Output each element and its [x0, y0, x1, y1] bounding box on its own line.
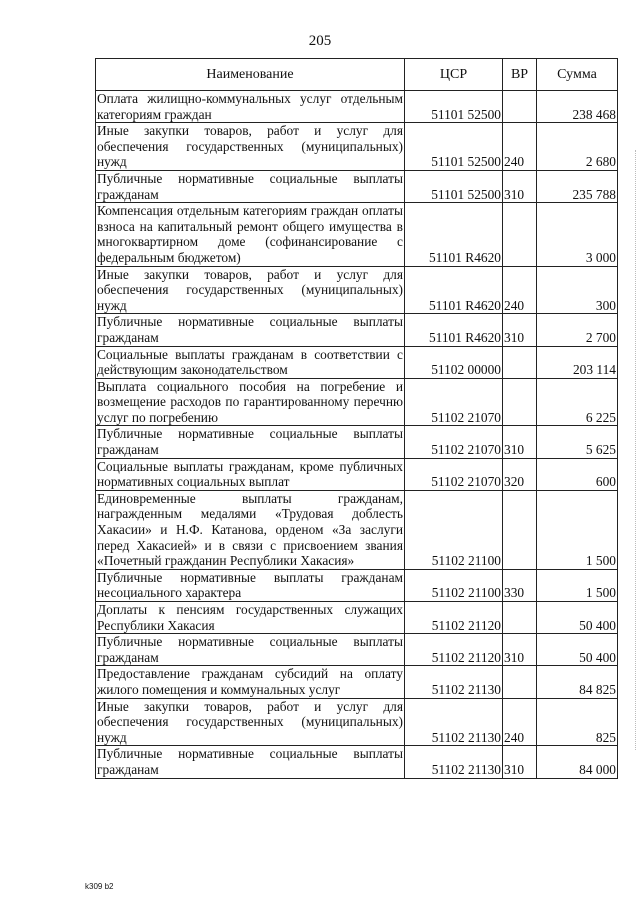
page-number: 205: [308, 33, 332, 49]
row-vr: [503, 346, 537, 378]
row-csr: 51102 21130: [405, 698, 503, 746]
row-name: Публичные нормативные выплаты гражданам несоциального характера: [97, 569, 403, 601]
row-sum: 1 500: [537, 490, 618, 569]
table-row: [96, 170, 618, 202]
row-vr: [503, 91, 537, 123]
row-sum: 203 114: [537, 346, 618, 378]
row-name: Социальные выплаты гражданам, кроме публичных нормативных социальных выплат: [97, 458, 403, 490]
row-csr: 51102 00000: [405, 346, 503, 378]
row-vr: 240: [503, 698, 537, 746]
row-name: Публичные нормативные социальные выплаты гражданам: [97, 634, 403, 665]
header-sum: Сумма: [537, 59, 618, 91]
row-csr: 51102 21070: [405, 458, 503, 490]
row-sum: 1 500: [537, 569, 618, 601]
row-name: Оплата жилищно-коммунальных услуг отдельным категориям граждан: [97, 91, 403, 122]
row-sum: 84 000: [537, 746, 618, 778]
row-name: Иные закупки товаров, работ и услуг для обеспечения государственных (муниципальных) нужд: [97, 698, 403, 745]
document-code: k309 b2: [85, 882, 114, 891]
row-csr: 51102 21100: [405, 569, 503, 601]
row-name: Иные закупки товаров, работ и услуг для обеспечения государственных (муниципальных) нужд: [97, 123, 403, 170]
row-vr: [503, 666, 537, 698]
row-vr: 310: [503, 746, 537, 778]
row-csr: 51101 52500: [405, 170, 503, 202]
table-row: [96, 569, 618, 601]
row-csr: 51101 52500: [405, 91, 503, 123]
row-vr: 240: [503, 266, 537, 314]
row-sum: 2 680: [537, 123, 618, 171]
table-header-row: [96, 59, 618, 91]
table-row: [96, 490, 618, 569]
table-row: [96, 123, 618, 171]
row-csr: 51102 21120: [405, 602, 503, 634]
row-sum: 2 700: [537, 314, 618, 346]
row-sum: 3 000: [537, 203, 618, 266]
row-sum: 84 825: [537, 666, 618, 698]
row-csr: 51101 52500: [405, 123, 503, 171]
row-name: Публичные нормативные социальные выплаты гражданам: [97, 314, 403, 345]
scan-margin-mark: [634, 150, 636, 750]
row-vr: [503, 602, 537, 634]
table-body: [96, 91, 618, 779]
row-name: Предоставление гражданам субсидий на оплату жилого помещения и коммунальных услуг: [97, 666, 403, 697]
row-vr: [503, 378, 537, 426]
table-row: [96, 266, 618, 314]
table-row: [96, 634, 618, 666]
row-name: Публичные нормативные социальные выплаты гражданам: [97, 746, 403, 777]
row-csr: 51101 R4620: [405, 266, 503, 314]
row-vr: 320: [503, 458, 537, 490]
row-sum: 825: [537, 698, 618, 746]
row-sum: 238 468: [537, 91, 618, 123]
table-row: [96, 746, 618, 778]
row-csr: 51102 21130: [405, 746, 503, 778]
table-row: [96, 602, 618, 634]
table-row: [96, 666, 618, 698]
header-vr: ВР: [503, 59, 537, 91]
row-name: Доплаты к пенсиям государственных служащих Республики Хакасия: [97, 602, 403, 633]
row-csr: 51102 21100: [405, 490, 503, 569]
table-row: [96, 458, 618, 490]
row-vr: 310: [503, 314, 537, 346]
row-name: Публичные нормативные социальные выплаты гражданам: [97, 426, 403, 458]
row-sum: 235 788: [537, 170, 618, 202]
table-row: [96, 91, 618, 123]
row-csr: 51102 21070: [405, 426, 503, 458]
row-sum: 300: [537, 266, 618, 314]
row-name: Иные закупки товаров, работ и услуг для обеспечения государственных (муниципальных) нужд: [97, 266, 403, 313]
table-row: [96, 698, 618, 746]
header-csr: ЦСР: [405, 59, 503, 91]
row-sum: 5 625: [537, 426, 618, 458]
row-vr: [503, 490, 537, 569]
row-vr: 310: [503, 426, 537, 458]
row-csr: 51102 21120: [405, 634, 503, 666]
row-csr: 51101 R4620: [405, 203, 503, 266]
row-csr: 51101 R4620: [405, 314, 503, 346]
table-row: [96, 378, 618, 426]
row-vr: 310: [503, 170, 537, 202]
table-row: [96, 426, 618, 458]
row-csr: 51102 21130: [405, 666, 503, 698]
table-row: [96, 203, 618, 266]
header-name: Наименование: [96, 59, 405, 91]
row-sum: 50 400: [537, 602, 618, 634]
budget-table: [95, 58, 618, 779]
row-sum: 6 225: [537, 378, 618, 426]
row-name: Социальные выплаты гражданам в соответствии с действующим законодательством: [97, 346, 403, 378]
row-vr: 330: [503, 569, 537, 601]
row-name: Единовременные выплаты гражданам, награжденным медалями «Трудовая доблесть Хакасии» и Н.Ф. Катанова, орденом «За заслуги перед Хакасией» и в связи с присвоением звания «Почетный гражданин Республики Хакасия»: [97, 490, 403, 569]
row-sum: 600: [537, 458, 618, 490]
row-name: Компенсация отдельным категориям граждан оплаты взноса на капитальный ремонт общего имущества в многоквартирном доме (софинансирование с федеральным бюджетом): [97, 203, 403, 265]
table-row: [96, 314, 618, 346]
row-vr: 240: [503, 123, 537, 171]
row-name: Выплата социального пособия на погребение и возмещение расходов по гарантированному перечню услуг по погребению: [97, 378, 403, 425]
row-csr: 51102 21070: [405, 378, 503, 426]
table-row: [96, 346, 618, 378]
row-vr: [503, 203, 537, 266]
row-vr: 310: [503, 634, 537, 666]
row-sum: 50 400: [537, 634, 618, 666]
row-name: Публичные нормативные социальные выплаты гражданам: [97, 170, 403, 202]
